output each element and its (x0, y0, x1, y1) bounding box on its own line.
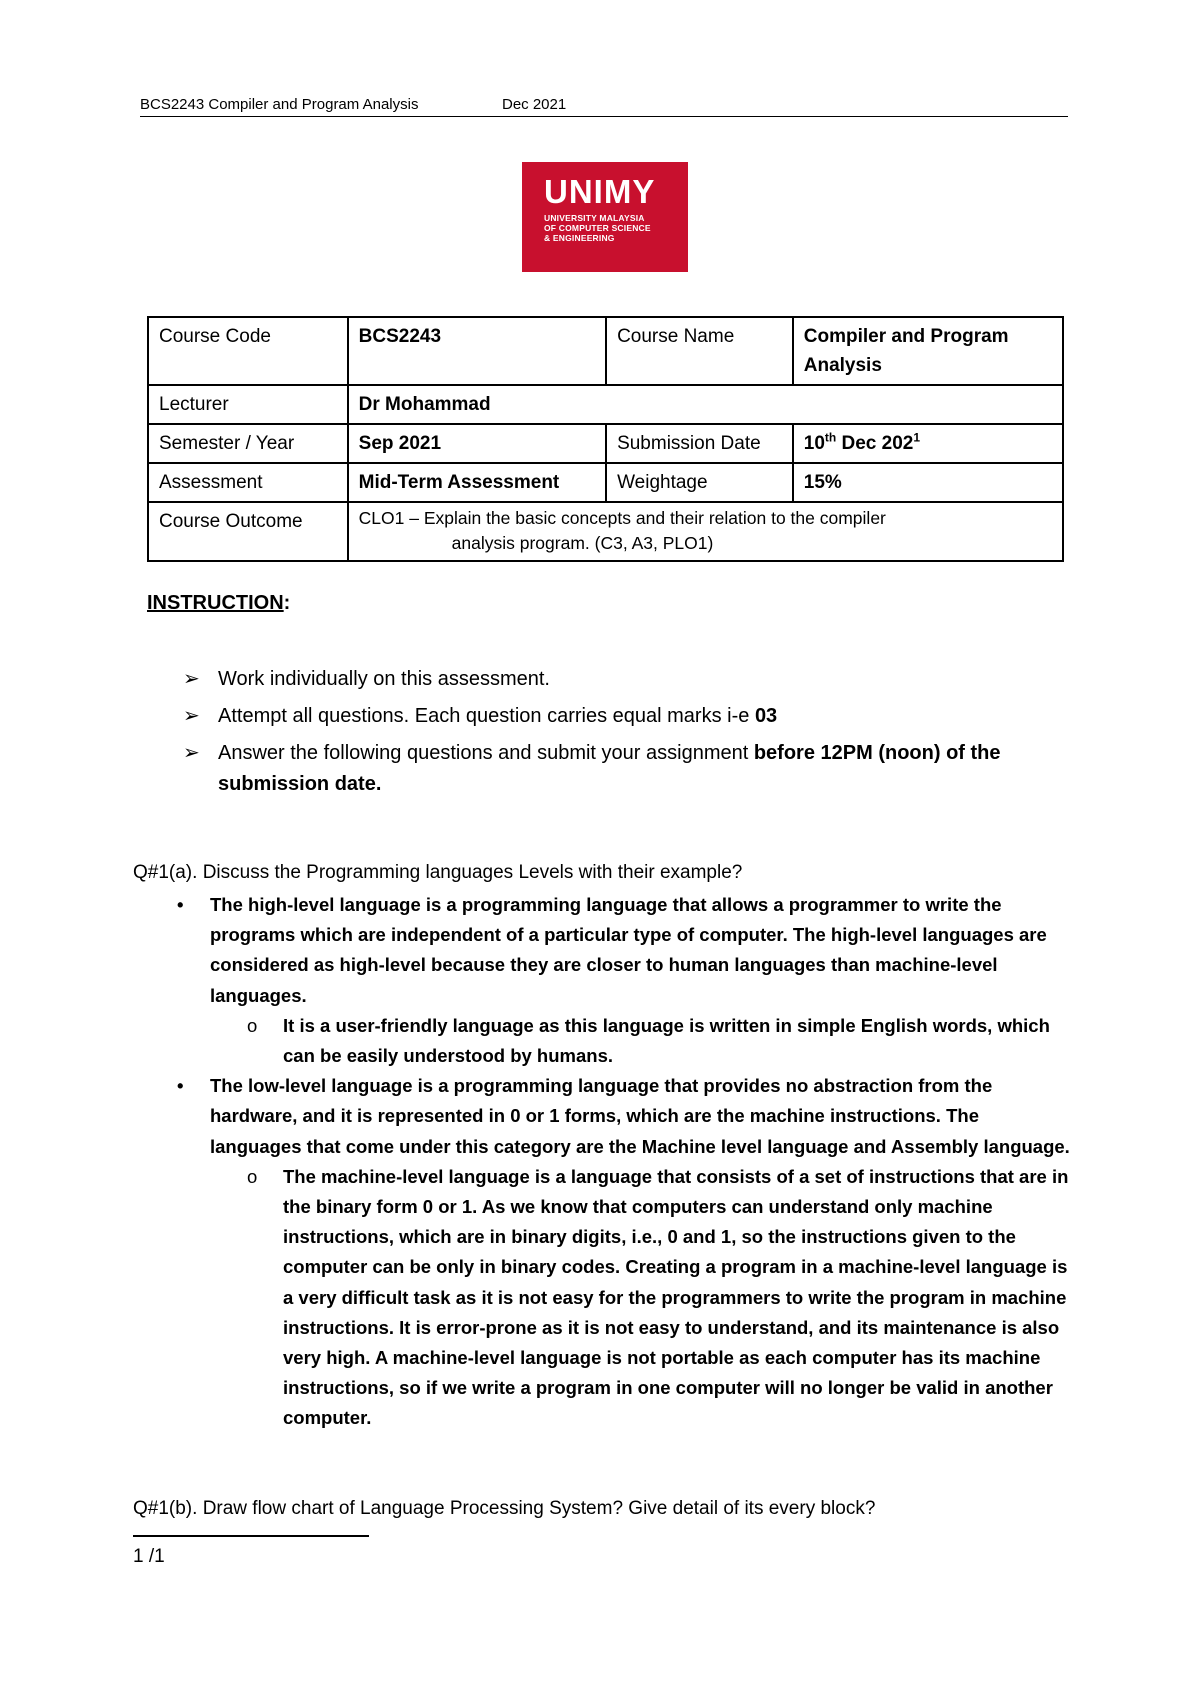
dot-bullet-icon: • (177, 894, 184, 915)
instruction-item-1: Work individually on this assessment. (218, 668, 550, 690)
table-row (148, 317, 1063, 385)
assessment-value: Mid-Term Assessment (348, 463, 606, 502)
outcome-value (348, 502, 1063, 561)
submission-month-year: Dec 202 (836, 433, 914, 454)
logo-line1: UNIVERSITY MALAYSIA (544, 213, 645, 223)
submission-label: Submission Date (606, 424, 793, 463)
submission-value (793, 424, 1063, 463)
course-code-label: Course Code (148, 317, 348, 385)
list-item (173, 1162, 1073, 1434)
instruction-item-3: Answer the following questions and submit your assignment (218, 742, 754, 764)
arrow-bullet-icon: ➢ (183, 742, 200, 764)
answer-1a-sub-1: It is a user-friendly language as this language is written in simple English words, which can be easily understood by humans. (283, 1014, 1050, 1067)
arrow-bullet-icon: ➢ (183, 668, 200, 690)
footnote-divider (133, 1535, 369, 1537)
instruction-item-2: Attempt all questions. Each question carries equal marks i-e (218, 705, 755, 727)
course-info-table (147, 316, 1064, 562)
table-row (148, 463, 1063, 502)
course-name-value: Compiler and Program Analysis (793, 317, 1063, 385)
outcome-line1: CLO1 – Explain the basic concepts and their relation to the compiler (358, 508, 886, 528)
answer-1a-sub-2: The machine-level language is a language that consists of a set of instructions that are in the binary form 0 or 1. As we know that computers can understand only machine instructions, which are in binary digits, i.e., 0 and 1, so the instructions given to the computer can be only in binary codes. Creating a program in a machine-level language is a very difficult task as it is not easy for the programmers to write the program in machine instructions. It is error-prone as it is not easy to understand, and its maintenance is also very high. A machine-level language is not portable as each computer has its machine instructions, so if we write a program in one computer will no longer be valid in another computer. (283, 1165, 1069, 1429)
lecturer-value: Dr Mohammad (348, 385, 1063, 424)
answer-1a-bullet-1: The high-level language is a programming language that allows a programmer to write the programs which are independent of a particular type of computer. The high-level languages are considered as high-level because they are closer to human languages than machine-level languages. (210, 894, 1047, 1006)
running-header (140, 94, 1068, 117)
arrow-bullet-icon: ➢ (183, 705, 200, 727)
circle-bullet-icon: o (247, 1014, 258, 1036)
dot-bullet-icon: • (177, 1075, 184, 1097)
instruction-list (183, 664, 1063, 806)
instruction-colon: : (283, 592, 291, 614)
answer-1a-bullet-2: The low-level language is a programming language that provides no abstraction from the hardware, and it is represented in 0 or 1 forms, which are the machine instructions. The languages that come under this category are the Machine level language and Assembly language. (210, 1075, 1070, 1157)
logo-tagline (544, 213, 688, 243)
course-name-label: Course Name (606, 317, 793, 385)
instruction-item-3-bold: before 12PM (noon) of the submission date. (218, 742, 1001, 795)
submission-day: 10 (803, 433, 825, 454)
table-row (148, 424, 1063, 463)
lecturer-label: Lecturer (148, 385, 348, 424)
assessment-label: Assessment (148, 463, 348, 502)
university-logo (522, 162, 688, 272)
list-item (173, 1071, 1073, 1162)
circle-bullet-icon: o (247, 1165, 258, 1187)
list-item (173, 890, 1073, 1011)
instruction-item-2-bold: 03 (754, 705, 778, 727)
answer-1a (173, 890, 1073, 1434)
header-title: BCS2243 Compiler and Program Analysis (140, 96, 419, 113)
logo-brand: UNIMY (544, 173, 656, 210)
footnote-ref: 1 (913, 430, 921, 445)
instruction-title: INSTRUCTION (147, 592, 284, 614)
instruction-heading (147, 592, 290, 615)
semester-value: Sep 2021 (348, 424, 606, 463)
table-row (148, 502, 1063, 561)
weightage-value: 15% (793, 463, 1063, 502)
list-item (183, 701, 1063, 732)
weightage-label: Weightage (606, 463, 793, 502)
page-number: 1 /1 (133, 1546, 165, 1567)
course-code-value: BCS2243 (348, 317, 606, 385)
question-1a: Q#1(a). Discuss the Programming languages Levels with their example? (133, 862, 743, 883)
list-item (173, 1011, 1073, 1071)
question-1b: Q#1(b). Draw flow chart of Language Processing System? Give detail of its every block? (133, 1498, 876, 1519)
header-date: Dec 2021 (502, 96, 567, 113)
semester-label: Semester / Year (148, 424, 348, 463)
logo-line3: & ENGINEERING (544, 233, 615, 243)
submission-ordinal: th (824, 430, 837, 445)
list-item (183, 664, 1063, 695)
outcome-label: Course Outcome (148, 502, 348, 561)
logo-line2: OF COMPUTER SCIENCE (544, 223, 651, 233)
outcome-line2: analysis program. (C3, A3, PLO1) (451, 533, 714, 553)
list-item (183, 738, 1063, 800)
table-row (148, 385, 1063, 424)
